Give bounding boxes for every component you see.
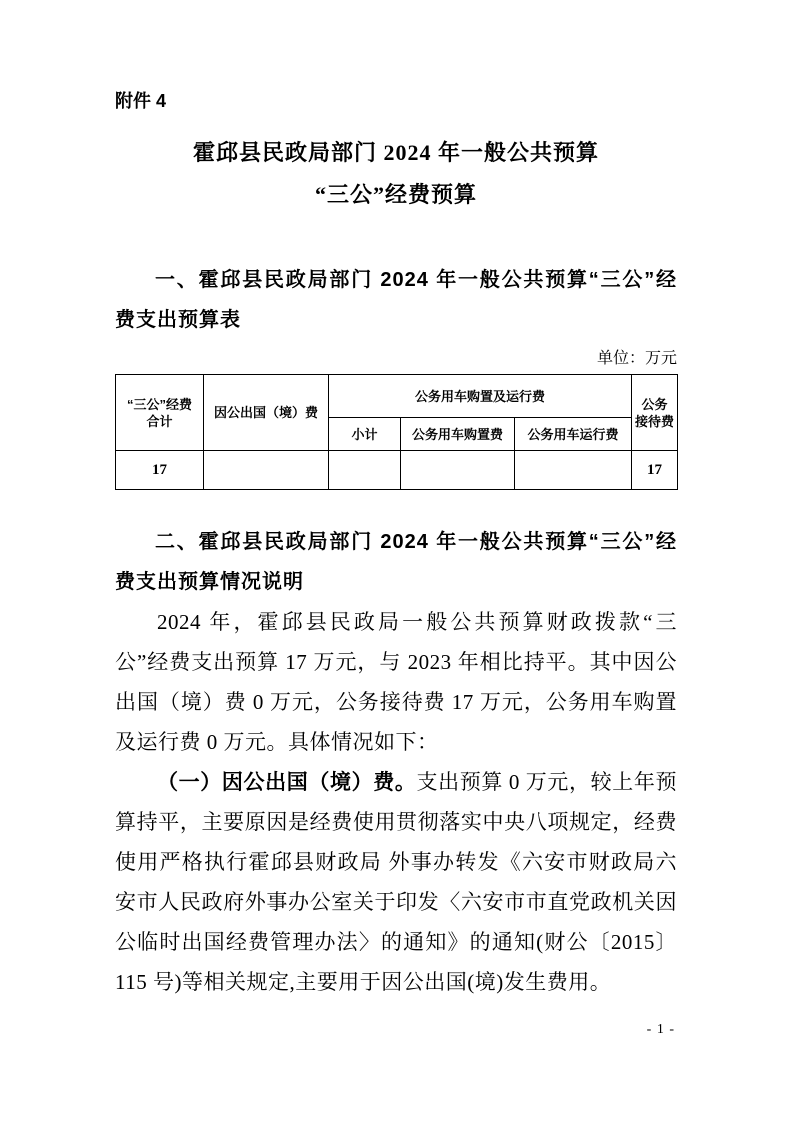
section1-heading: 一、霍邱县民政局部门 2024 年一般公共预算“三公”经费支出预算表	[115, 269, 677, 331]
page-number: - 1 -	[646, 1022, 675, 1037]
document-title-line1: 霍邱县民政局部门 2024 年一般公共预算	[192, 140, 599, 165]
header-sangong-total-line2: 合计	[146, 413, 173, 429]
table-header-row-1	[116, 375, 678, 418]
document-content	[115, 0, 677, 1002]
cell-sangong-total: 17	[116, 451, 204, 490]
paragraph-2-lead: （一）因公出国（境）费。	[157, 770, 417, 794]
header-reception-fee-line1: 公务	[641, 396, 668, 412]
cell-vehicle-operation	[515, 451, 632, 490]
header-vehicle-purchase: 公务用车购置费	[401, 418, 515, 451]
header-sangong-total	[116, 375, 204, 451]
cell-reception-fee: 17	[632, 451, 678, 490]
header-vehicle-group: 公务用车购置及运行费	[329, 375, 632, 418]
attachment-label: 附件 4	[115, 91, 167, 111]
header-sangong-total-line1: “三公”经费	[126, 396, 192, 412]
section2-paragraph-2	[115, 762, 677, 1002]
cell-vehicle-purchase	[401, 451, 515, 490]
header-vehicle-subtotal: 小计	[329, 418, 401, 451]
header-vehicle-operation: 公务用车运行费	[515, 418, 632, 451]
section2-heading: 二、霍邱县民政局部门 2024 年一般公共预算“三公”经费支出预算情况说明	[115, 531, 677, 593]
header-reception-fee-line2: 接待费	[635, 413, 675, 429]
table-unit-note: 单位：万元	[596, 350, 677, 367]
section2-paragraph-1: 2024 年，霍邱县民政局一般公共预算财政拨款“三公”经费支出预算 17 万元，与 2023 年相比持平。其中因公出国（境）费 0 万元，公务接待费 17 万元，公务用车购置及运行费 0 万元。具体情况如下：	[115, 610, 677, 754]
document-title-line2: “三公”经费预算	[314, 182, 477, 207]
paragraph-2-body: 支出预算 0 万元，较上年预算持平，主要原因是经费使用贯彻落实中央八项规定，经费使用严格执行霍邱县财政局 外事办转发《六安市财政局六安市人民政府外事办公室关于印发〈六安市市直党政机关因公临时出国经费管理办法〉的通知》的通知(财公〔2015〕115 号)等相关规定,主要用于因公出国(境)发生费用。	[115, 770, 677, 994]
cell-abroad-fee	[204, 451, 329, 490]
budget-table	[115, 374, 678, 490]
cell-vehicle-subtotal	[329, 451, 401, 490]
header-abroad-fee: 因公出国（境）费	[204, 375, 329, 451]
document-title	[115, 132, 677, 216]
header-reception-fee	[632, 375, 678, 451]
table-data-row	[116, 451, 678, 490]
